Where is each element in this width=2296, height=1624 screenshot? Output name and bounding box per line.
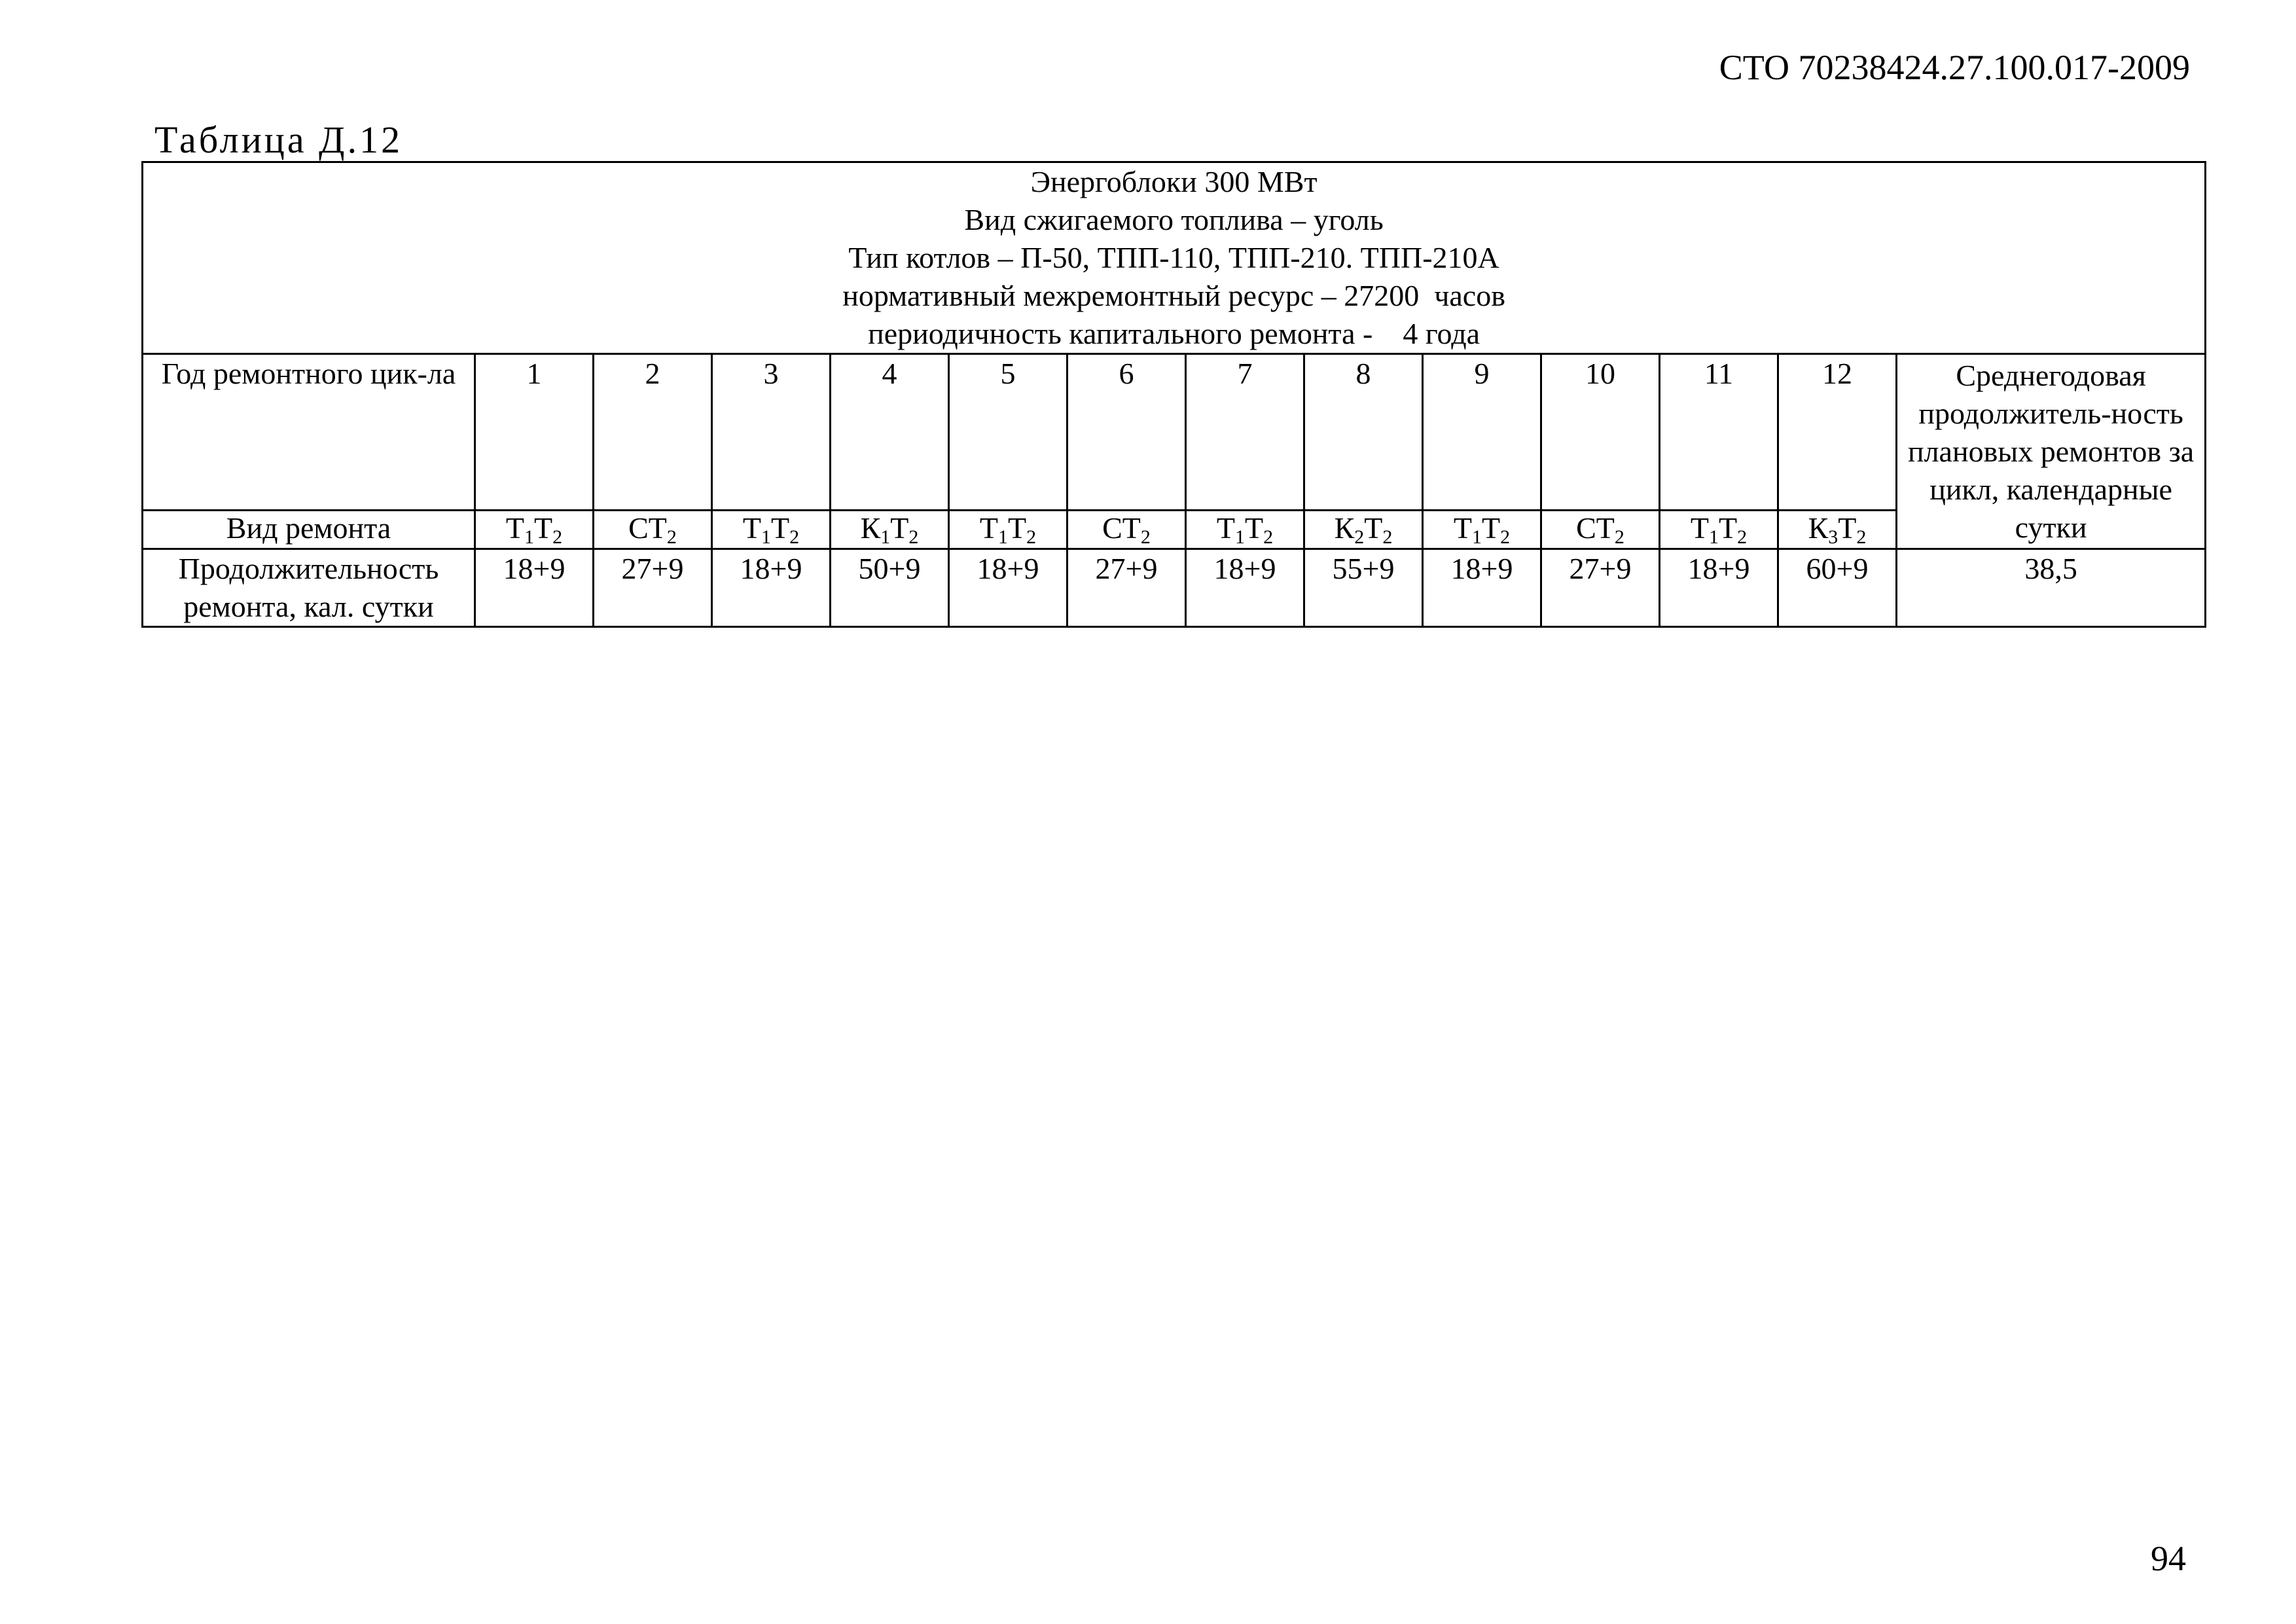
repair-type-cell <box>475 511 594 549</box>
repair-code-subscript: 2 <box>1737 526 1748 548</box>
repair-code-letter: Т <box>979 511 998 545</box>
duration-cell: 18+9 <box>475 549 594 627</box>
year-cell: 5 <box>949 354 1067 511</box>
repair-code-letter: Т <box>1719 511 1738 545</box>
duration-cell: 27+9 <box>1541 549 1660 627</box>
repair-type-cell <box>831 511 949 549</box>
repair-code-letter: Т <box>648 511 667 545</box>
avg-duration-label: Среднегодовая продолжитель-ность плановых ремонтов за цикл, календарные сутки <box>1897 354 2206 549</box>
repair-code-letter: Т <box>1122 511 1141 545</box>
repair-code-subscript: 2 <box>1263 526 1274 548</box>
year-cell: 1 <box>475 354 594 511</box>
repair-code-letter: К <box>1808 511 1829 545</box>
repair-code-subscript: 1 <box>761 526 771 548</box>
duration-cell: 50+9 <box>831 549 949 627</box>
title-line: нормативный межремонтный ресурс – 27200 часов <box>842 279 1505 312</box>
year-row <box>143 354 2206 511</box>
repair-code-letter: Т <box>1482 511 1501 545</box>
repair-code-letter: Т <box>890 511 909 545</box>
duration-label: Продолжительность ремонта, кал. сутки <box>143 549 475 627</box>
repair-type-cell <box>1778 511 1897 549</box>
avg-duration-value: 38,5 <box>1897 549 2206 627</box>
year-cell: 3 <box>712 354 831 511</box>
repair-code-subscript: 1 <box>524 526 534 548</box>
repair-code-subscript: 2 <box>1382 526 1393 548</box>
year-cell: 8 <box>1304 354 1423 511</box>
repair-code-subscript: 3 <box>1828 526 1839 548</box>
repair-schedule-table <box>141 161 2206 628</box>
repair-code-subscript: 2 <box>789 526 800 548</box>
duration-cell: 27+9 <box>1067 549 1186 627</box>
title-line: Тип котлов – П-50, ТПП-110, ТПП-210. ТПП-210А <box>848 241 1499 274</box>
duration-cell: 18+9 <box>712 549 831 627</box>
repair-code-subscript: 1 <box>880 526 891 548</box>
repair-code-subscript: 2 <box>1614 526 1624 548</box>
repair-code-subscript: 1 <box>1472 526 1482 548</box>
duration-cell: 18+9 <box>1186 549 1304 627</box>
table-title-cell <box>143 162 2206 354</box>
title-line: периодичность капитального ремонта - 4 года <box>868 317 1480 350</box>
year-cell: 10 <box>1541 354 1660 511</box>
repair-code-subscript: 2 <box>1856 526 1867 548</box>
year-cell: 7 <box>1186 354 1304 511</box>
repair-type-cell <box>712 511 831 549</box>
repair-code-letter: С <box>1576 511 1596 545</box>
repair-code-letter: Т <box>1245 511 1264 545</box>
duration-row <box>143 549 2206 627</box>
repair-code-letter: Т <box>1453 511 1472 545</box>
repair-type-cell <box>1541 511 1660 549</box>
table-caption: Таблица Д.12 <box>154 118 403 161</box>
repair-code-letter: Т <box>1216 511 1235 545</box>
repair-code-subscript: 1 <box>1235 526 1245 548</box>
repair-type-cell <box>594 511 712 549</box>
year-cell: 12 <box>1778 354 1897 511</box>
title-line: Энергоблоки 300 МВт <box>1030 165 1318 198</box>
repair-code-letter: К <box>860 511 881 545</box>
repair-code-letter: С <box>628 511 649 545</box>
year-cell: 11 <box>1660 354 1778 511</box>
repair-code-letter: Т <box>742 511 761 545</box>
year-cell: 9 <box>1423 354 1541 511</box>
duration-cell: 27+9 <box>594 549 712 627</box>
repair-code-letter: Т <box>534 511 553 545</box>
document-code: СТО 70238424.27.100.017-2009 <box>1719 48 2190 87</box>
repair-code-letter: Т <box>1596 511 1615 545</box>
repair-code-subscript: 2 <box>1354 526 1365 548</box>
repair-code-subscript: 2 <box>666 526 677 548</box>
year-cell: 2 <box>594 354 712 511</box>
repair-code-letter: Т <box>1838 511 1857 545</box>
duration-cell: 60+9 <box>1778 549 1897 627</box>
repair-type-cell <box>949 511 1067 549</box>
repair-type-cell <box>1304 511 1423 549</box>
repair-code-subscript: 2 <box>552 526 563 548</box>
duration-cell: 18+9 <box>1423 549 1541 627</box>
repair-type-cell <box>1067 511 1186 549</box>
repair-type-label: Вид ремонта <box>143 511 475 549</box>
repair-code-letter: Т <box>1008 511 1027 545</box>
repair-type-cell <box>1660 511 1778 549</box>
repair-code-subscript: 1 <box>1709 526 1719 548</box>
repair-code-subscript: 1 <box>998 526 1008 548</box>
repair-code-letter: Т <box>1364 511 1383 545</box>
title-line: Вид сжигаемого топлива – уголь <box>964 203 1384 236</box>
repair-code-letter: Т <box>505 511 524 545</box>
repair-type-cell <box>1423 511 1541 549</box>
repair-code-letter: С <box>1102 511 1122 545</box>
repair-code-letter: Т <box>771 511 790 545</box>
repair-type-cell <box>1186 511 1304 549</box>
repair-code-letter: К <box>1334 511 1355 545</box>
duration-cell: 18+9 <box>1660 549 1778 627</box>
repair-code-letter: Т <box>1690 511 1709 545</box>
duration-cell: 55+9 <box>1304 549 1423 627</box>
repair-code-subscript: 2 <box>1140 526 1151 548</box>
repair-code-subscript: 2 <box>1026 526 1037 548</box>
year-label: Год ремонтного цик-ла <box>143 354 475 511</box>
year-cell: 4 <box>831 354 949 511</box>
table-title-row <box>143 162 2206 354</box>
repair-code-subscript: 2 <box>908 526 919 548</box>
repair-code-subscript: 2 <box>1500 526 1511 548</box>
year-cell: 6 <box>1067 354 1186 511</box>
duration-cell: 18+9 <box>949 549 1067 627</box>
page-number: 94 <box>2151 1539 2186 1578</box>
repair-type-row <box>143 511 2206 549</box>
